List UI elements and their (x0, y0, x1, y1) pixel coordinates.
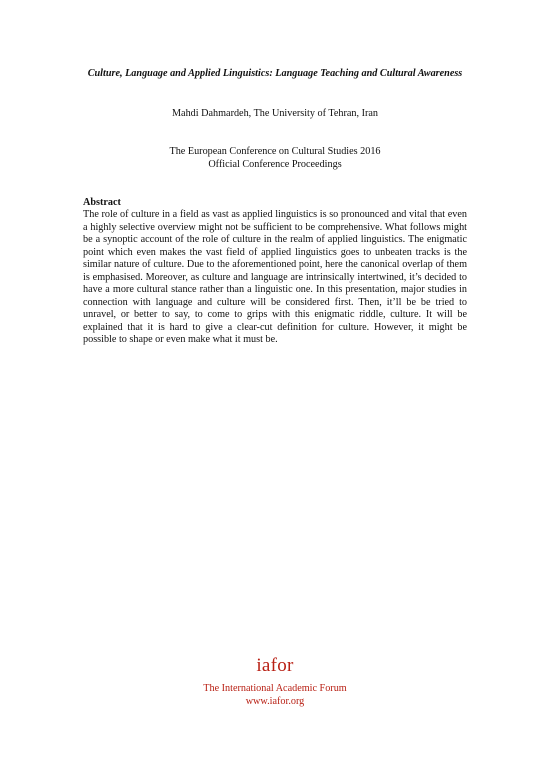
conference-block (0, 146, 550, 171)
conference-proceedings: Official Conference Proceedings (208, 158, 342, 170)
abstract-heading: Abstract (83, 197, 121, 208)
abstract-body: The role of culture in a field as vast as applied linguistics is so pronounced and vital that even a highly selective overview might not be sufficient to be comprehensive. What follows might be a synoptic account of the role of culture in the realm of applied linguistics. The enigmatic point which even makes the vast field of applied linguistics goes to unbeaten tracks is the similar nature of culture. Due to the aforementioned point, here the canonical overlap of them is emphasised. Moreover, as culture and language are intrinsically intertwined, it’s decided to have a more cultural stance rather than a linguistic one. In this presentation, major studies in connection with language and culture will be considered first. Then, it’ll be be tried to unravel, or better to say, to come to grips with this enigmatic riddle, culture. It will be explained that it is hard to give a clear-cut definition for culture. However, it might be possible to shape or even make what it must be. (83, 209, 467, 346)
footer (0, 655, 550, 708)
footer-url-link[interactable]: www.iafor.org (245, 695, 305, 707)
author-affiliation: Mahdi Dahmardeh, The University of Tehran, Iran (172, 108, 378, 119)
iafor-logo: iafor (256, 655, 294, 676)
conference-name: The European Conference on Cultural Studies 2016 (169, 146, 381, 157)
footer-organization: The International Academic Forum (203, 683, 347, 694)
paper-title: Culture, Language and Applied Linguistics: Language Teaching and Cultural Awareness (87, 68, 463, 79)
